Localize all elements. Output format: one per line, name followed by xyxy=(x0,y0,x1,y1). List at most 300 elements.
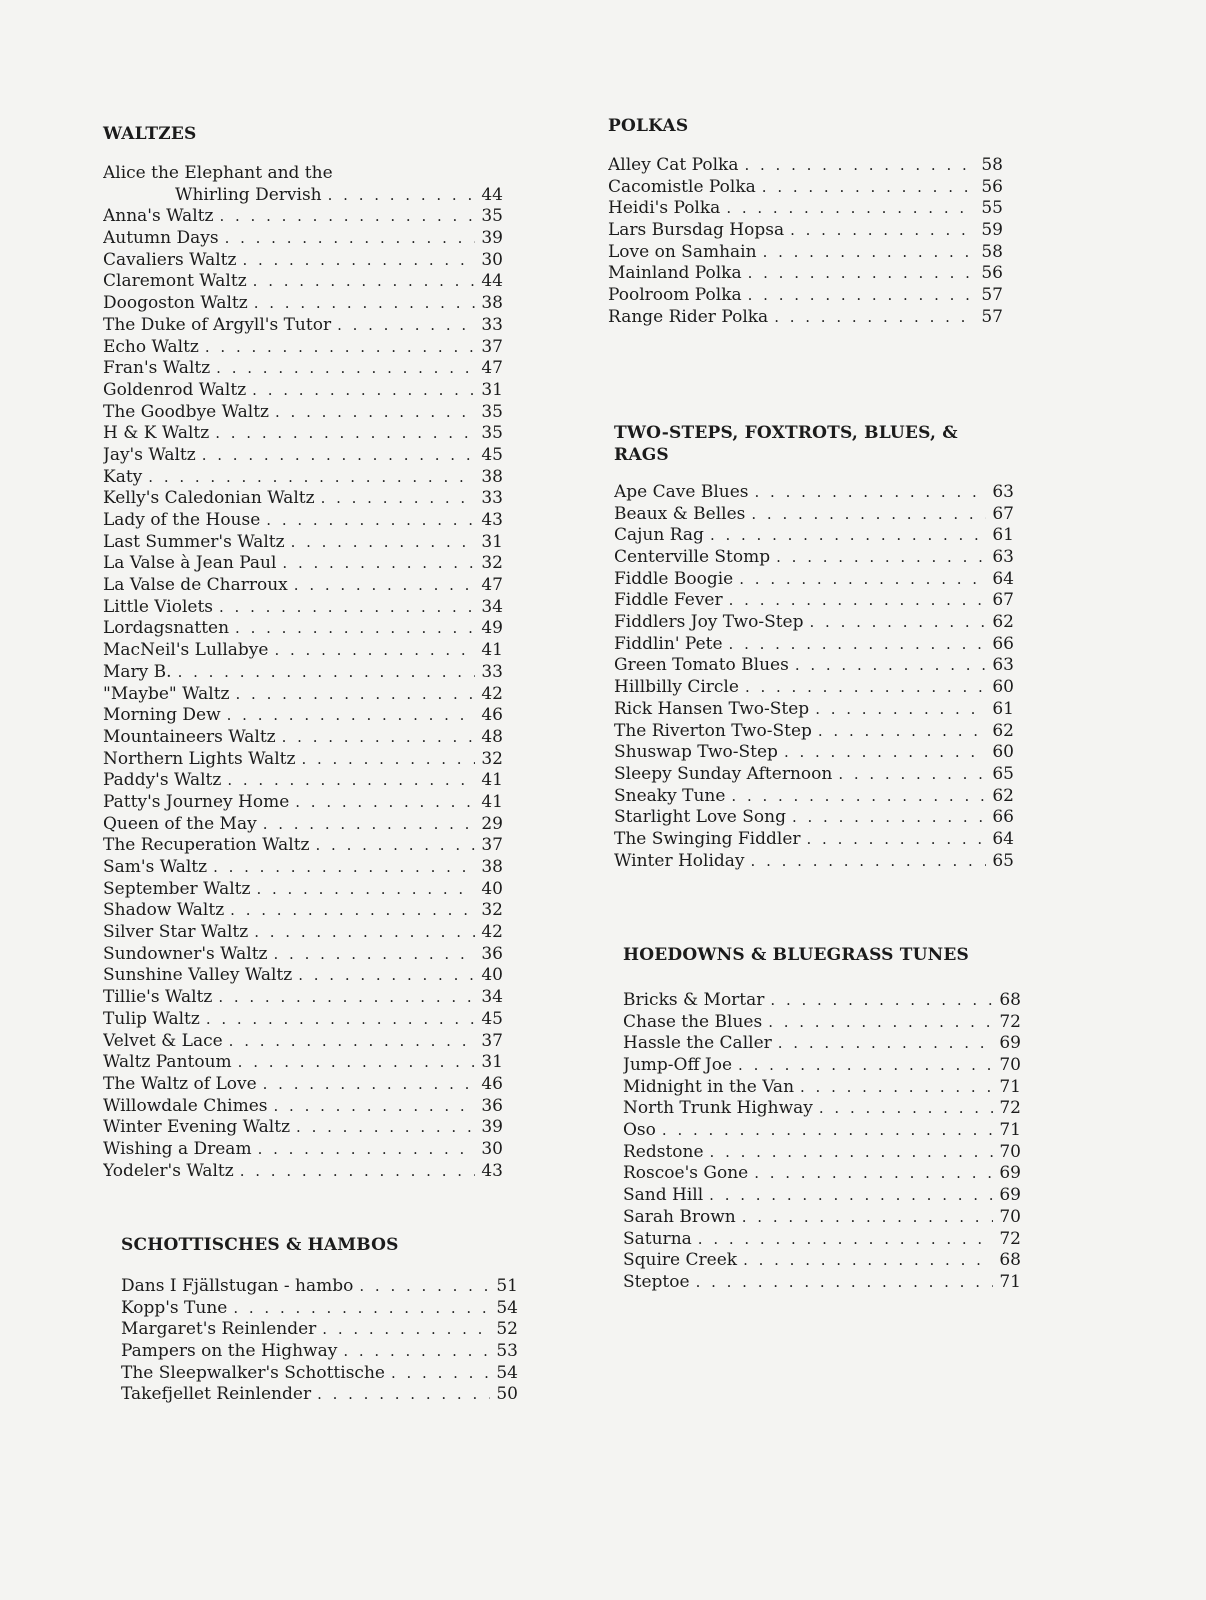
entry-title: The Sleepwalker's Schottische xyxy=(121,1362,385,1383)
entry-title: Steptoe xyxy=(623,1271,690,1292)
entry-page: 72 xyxy=(999,1011,1021,1032)
list-item xyxy=(623,1142,1021,1164)
list-item xyxy=(103,358,503,380)
leader-dots xyxy=(229,1031,475,1053)
entry-title: Starlight Love Song xyxy=(614,807,786,828)
waltzes-list xyxy=(103,163,503,206)
leader-dots xyxy=(696,1272,993,1294)
entry-page: 65 xyxy=(992,850,1014,871)
leader-dots xyxy=(815,699,986,721)
leader-dots xyxy=(230,900,475,922)
list-item xyxy=(103,944,503,966)
entry-page: 57 xyxy=(981,285,1003,306)
leader-dots xyxy=(266,510,475,532)
waltzes-list-rest xyxy=(103,206,503,1182)
twosteps-list xyxy=(614,482,1014,872)
list-item xyxy=(103,1117,503,1139)
leader-dots xyxy=(256,879,475,901)
waltzes-section xyxy=(103,123,503,1182)
leader-dots xyxy=(253,271,475,293)
list-item xyxy=(103,879,503,901)
entry-title: The Duke of Argyll's Tutor xyxy=(103,314,332,335)
leader-dots xyxy=(768,1012,993,1034)
entry-title: Winter Evening Waltz xyxy=(103,1117,291,1138)
leader-dots xyxy=(258,1139,475,1161)
leader-dots xyxy=(296,1117,475,1139)
leader-dots xyxy=(148,467,475,489)
list-item xyxy=(103,770,503,792)
waltzes-heading: WALTZES xyxy=(103,124,197,144)
entry-page: 43 xyxy=(481,1160,503,1181)
entry-page: 63 xyxy=(992,547,1014,568)
list-item xyxy=(103,163,503,206)
entry-title: Hillbilly Circle xyxy=(614,677,739,698)
list-item xyxy=(623,1012,1021,1034)
entry-page: 33 xyxy=(481,314,503,335)
entry-page: 58 xyxy=(981,241,1003,262)
entry-title: Fiddle Boogie xyxy=(614,568,734,589)
entry-page: 45 xyxy=(481,444,503,465)
entry-title: Northern Lights Waltz xyxy=(103,748,296,769)
entry-title: Fran's Waltz xyxy=(103,358,211,379)
list-item xyxy=(103,684,503,706)
entry-page: 61 xyxy=(992,698,1014,719)
leader-dots xyxy=(774,307,975,329)
entry-title: Sand Hill xyxy=(623,1185,704,1206)
list-item xyxy=(103,315,503,337)
list-item xyxy=(121,1341,518,1363)
entry-page: 70 xyxy=(999,1141,1021,1162)
entry-page: 54 xyxy=(496,1297,518,1318)
list-item xyxy=(121,1363,518,1385)
entry-page: 62 xyxy=(992,612,1014,633)
leader-dots xyxy=(754,1164,993,1186)
leader-dots xyxy=(213,857,475,879)
entry-page: 48 xyxy=(481,726,503,747)
entry-page: 64 xyxy=(992,829,1014,849)
entry-title: Last Summer's Waltz xyxy=(103,531,285,552)
entry-title: La Valse à Jean Paul xyxy=(103,553,277,574)
entry-page: 72 xyxy=(999,1228,1021,1249)
list-item xyxy=(103,380,503,402)
entry-page: 43 xyxy=(481,510,503,531)
list-item xyxy=(103,618,503,640)
entry-title: Tillie's Waltz xyxy=(103,987,213,1008)
leader-dots xyxy=(731,786,986,808)
entry-title: Mary B. xyxy=(103,661,172,682)
leader-dots xyxy=(751,851,986,873)
list-item xyxy=(614,482,1014,504)
entry-page: 68 xyxy=(999,990,1021,1010)
entry-title: The Swinging Fiddler xyxy=(614,829,801,849)
entry-title: September Waltz xyxy=(103,878,251,899)
leader-dots xyxy=(235,618,475,640)
twosteps-heading-line2: RAGS xyxy=(614,445,669,465)
list-item xyxy=(121,1384,518,1406)
entry-page: 56 xyxy=(981,263,1003,284)
entry-title: Queen of the May xyxy=(103,813,257,834)
entry-page: 44 xyxy=(481,184,503,205)
leader-dots xyxy=(202,445,475,467)
list-item xyxy=(103,228,503,250)
list-item xyxy=(103,857,503,879)
list-item xyxy=(614,807,1014,829)
entry-page: 41 xyxy=(481,791,503,812)
list-item xyxy=(623,1164,1021,1186)
entry-title: Poolroom Polka xyxy=(608,285,742,306)
leader-dots xyxy=(739,569,986,591)
list-item xyxy=(103,640,503,662)
polkas-list xyxy=(608,155,1003,329)
list-item xyxy=(103,922,503,944)
leader-dots xyxy=(274,640,475,662)
entry-page: 60 xyxy=(992,742,1014,763)
entry-page: 33 xyxy=(481,488,503,509)
list-item xyxy=(103,467,503,489)
entry-title: Winter Holiday xyxy=(614,850,745,871)
entry-title: Love on Samhain xyxy=(608,241,757,262)
leader-dots xyxy=(810,612,987,634)
list-item xyxy=(614,699,1014,721)
entry-page: 69 xyxy=(999,1185,1021,1206)
leader-dots xyxy=(800,1077,993,1099)
entry-title: Jump-Off Joe xyxy=(623,1055,733,1076)
entry-page: 42 xyxy=(481,683,503,704)
list-item xyxy=(608,177,1003,199)
leader-dots xyxy=(748,263,975,285)
list-item xyxy=(623,1185,1021,1207)
entry-title: Takefjellet Reinlender xyxy=(121,1384,312,1405)
entry-title: Pampers on the Highway xyxy=(121,1341,338,1362)
list-item xyxy=(103,402,503,424)
entry-title: Alley Cat Polka xyxy=(608,155,739,175)
entry-page: 64 xyxy=(992,568,1014,589)
leader-dots xyxy=(729,590,986,612)
list-item xyxy=(103,900,503,922)
list-item xyxy=(103,749,503,771)
list-item xyxy=(103,1009,503,1031)
leader-dots xyxy=(263,1074,475,1096)
entry-page: 29 xyxy=(481,813,503,834)
entry-page: 38 xyxy=(481,466,503,487)
entry-page: 42 xyxy=(481,922,503,943)
entry-title: Autumn Days xyxy=(103,228,219,249)
leader-dots xyxy=(216,358,475,380)
leader-dots xyxy=(738,1055,993,1077)
list-item xyxy=(103,1096,503,1118)
entry-page: 31 xyxy=(481,531,503,552)
schottisches-list xyxy=(121,1276,518,1406)
entry-page: 37 xyxy=(481,336,503,357)
leader-dots xyxy=(263,814,475,836)
leader-dots xyxy=(795,656,986,678)
list-item xyxy=(614,829,1014,851)
entry-title: Mainland Polka xyxy=(608,263,742,284)
entry-page: 31 xyxy=(481,1052,503,1073)
leader-dots xyxy=(317,1384,490,1406)
entry-page: 37 xyxy=(481,835,503,856)
entry-title: Margaret's Reinlender xyxy=(121,1319,317,1340)
list-item xyxy=(608,198,1003,220)
list-item xyxy=(623,1077,1021,1099)
entry-page: 37 xyxy=(481,1030,503,1051)
entry-title: Range Rider Polka xyxy=(608,306,769,327)
leader-dots xyxy=(792,807,986,829)
list-item xyxy=(614,569,1014,591)
entry-page: 51 xyxy=(496,1276,518,1296)
entry-title: Sleepy Sunday Afternoon xyxy=(614,763,833,784)
entry-title: Sneaky Tune xyxy=(614,785,726,806)
entry-title: Heidi's Polka xyxy=(608,198,721,219)
entry-title: Echo Waltz xyxy=(103,336,199,357)
entry-page: 54 xyxy=(496,1362,518,1383)
entry-page: 33 xyxy=(481,661,503,682)
entry-title: "Maybe" Waltz xyxy=(103,683,230,704)
entry-title: Shuswap Two-Step xyxy=(614,742,778,763)
entry-title: Beaux & Belles xyxy=(614,503,746,524)
entry-title: The Riverton Two-Step xyxy=(614,720,812,741)
list-item xyxy=(614,742,1014,764)
entry-title: Redstone xyxy=(623,1141,704,1162)
entry-title: Wishing a Dream xyxy=(103,1138,252,1159)
entry-page: 46 xyxy=(481,705,503,726)
twosteps-section xyxy=(614,422,1014,872)
entry-title: Chase the Blues xyxy=(623,1011,763,1032)
list-item xyxy=(103,1161,503,1183)
entry-title: Lady of the House xyxy=(103,510,261,531)
list-item xyxy=(608,307,1003,329)
list-item xyxy=(623,1272,1021,1294)
leader-dots xyxy=(282,553,475,575)
leader-dots xyxy=(225,228,475,250)
entry-title: Velvet & Lace xyxy=(103,1030,223,1051)
leader-dots xyxy=(751,504,986,526)
entry-title: Little Violets xyxy=(103,596,213,617)
list-item xyxy=(103,206,503,228)
leader-dots xyxy=(321,488,475,510)
entry-page: 34 xyxy=(481,987,503,1008)
list-item xyxy=(103,445,503,467)
entry-title: Paddy's Waltz xyxy=(103,770,222,791)
leader-dots xyxy=(755,482,987,504)
entry-page: 61 xyxy=(992,525,1014,546)
leader-dots xyxy=(274,1096,476,1118)
leader-dots xyxy=(215,423,475,445)
list-item xyxy=(614,590,1014,612)
entry-page: 68 xyxy=(999,1250,1021,1271)
list-item xyxy=(608,263,1003,285)
leader-dots xyxy=(252,380,475,402)
leader-dots xyxy=(294,575,475,597)
leader-dots xyxy=(762,177,975,199)
list-item xyxy=(103,271,503,293)
entry-page: 55 xyxy=(981,198,1003,219)
leader-dots xyxy=(726,198,975,220)
entry-title: The Goodbye Waltz xyxy=(103,401,269,422)
entry-page: 67 xyxy=(992,590,1014,611)
entry-title: Patty's Journey Home xyxy=(103,791,290,812)
list-item xyxy=(103,727,503,749)
schottisches-section xyxy=(121,1234,518,1406)
leader-dots xyxy=(359,1276,490,1298)
entry-title: Cavaliers Waltz xyxy=(103,249,237,270)
entry-title: Green Tomato Blues xyxy=(614,655,789,676)
entry-page: 47 xyxy=(481,358,503,379)
entry-title: Shadow Waltz xyxy=(103,900,225,921)
entry-title: Willowdale Chimes xyxy=(103,1095,268,1116)
entry-page: 71 xyxy=(999,1271,1021,1292)
leader-dots xyxy=(744,155,975,177)
leader-dots xyxy=(206,1009,475,1031)
entry-page: 56 xyxy=(981,176,1003,197)
leader-dots xyxy=(743,1250,993,1272)
entry-title: Alice the Elephant and the xyxy=(103,163,333,183)
twosteps-heading xyxy=(614,422,1014,466)
hoedowns-list xyxy=(623,990,1021,1294)
list-item xyxy=(103,423,503,445)
list-item xyxy=(103,1074,503,1096)
entry-page: 47 xyxy=(481,575,503,596)
entry-title: Claremont Waltz xyxy=(103,271,247,292)
entry-page: 67 xyxy=(992,503,1014,524)
entry-title: Roscoe's Gone xyxy=(623,1163,749,1184)
entry-title: Mountaineers Waltz xyxy=(103,726,276,747)
entry-page: 38 xyxy=(481,857,503,878)
leader-dots xyxy=(748,285,975,307)
entry-page: 58 xyxy=(981,155,1003,175)
list-item xyxy=(623,1229,1021,1251)
entry-page: 45 xyxy=(481,1008,503,1029)
leader-dots xyxy=(236,684,476,706)
leader-dots xyxy=(698,1229,993,1251)
entry-title: Midnight in the Van xyxy=(623,1076,795,1097)
list-item xyxy=(614,656,1014,678)
list-item xyxy=(103,792,503,814)
entry-page: 30 xyxy=(481,1138,503,1159)
leader-dots xyxy=(776,547,986,569)
leader-dots xyxy=(301,749,475,771)
entry-page: 53 xyxy=(496,1341,518,1362)
entry-page: 41 xyxy=(481,640,503,661)
entry-page: 35 xyxy=(481,401,503,422)
leader-dots xyxy=(784,742,986,764)
leader-dots xyxy=(709,1185,993,1207)
entry-page: 40 xyxy=(481,878,503,899)
entry-title: Silver Star Waltz xyxy=(103,922,249,943)
list-item xyxy=(623,1098,1021,1120)
leader-dots xyxy=(790,220,975,242)
entry-page: 34 xyxy=(481,596,503,617)
leader-dots xyxy=(219,597,475,619)
list-item xyxy=(121,1319,518,1341)
list-item xyxy=(103,488,503,510)
list-item xyxy=(103,575,503,597)
entry-page: 36 xyxy=(481,1095,503,1116)
leader-dots xyxy=(328,185,475,207)
entry-title: The Waltz of Love xyxy=(103,1073,257,1094)
entry-title: North Trunk Highway xyxy=(623,1098,813,1119)
entry-title-continued: Whirling Dervish xyxy=(175,184,322,205)
list-item xyxy=(103,597,503,619)
list-item xyxy=(103,965,503,987)
leader-dots xyxy=(254,293,475,315)
entry-page: 35 xyxy=(481,206,503,227)
entry-page: 40 xyxy=(481,965,503,986)
leader-dots xyxy=(233,1298,490,1320)
leader-dots xyxy=(343,1341,490,1363)
entry-title: Ape Cave Blues xyxy=(614,482,749,502)
leader-dots xyxy=(819,1098,993,1120)
list-item xyxy=(103,293,503,315)
entry-page: 32 xyxy=(481,900,503,921)
entry-page: 46 xyxy=(481,1073,503,1094)
entry-title: Fiddlers Joy Two-Step xyxy=(614,612,804,633)
list-item xyxy=(614,786,1014,808)
hoedowns-section xyxy=(623,944,1021,1294)
entry-page: 31 xyxy=(481,379,503,400)
list-item xyxy=(103,532,503,554)
list-item xyxy=(103,1139,503,1161)
list-item xyxy=(614,677,1014,699)
list-item xyxy=(103,337,503,359)
list-item xyxy=(623,1207,1021,1229)
entry-title: Yodeler's Waltz xyxy=(103,1160,234,1181)
entry-title: Sarah Brown xyxy=(623,1206,736,1227)
entry-page: 32 xyxy=(481,553,503,574)
list-item xyxy=(614,612,1014,634)
list-item xyxy=(103,987,503,1009)
list-item xyxy=(121,1276,518,1298)
entry-page: 30 xyxy=(481,249,503,270)
leader-dots xyxy=(391,1363,490,1385)
entry-title: Morning Dew xyxy=(103,705,221,726)
leader-dots xyxy=(742,1207,993,1229)
entry-title: Rick Hansen Two-Step xyxy=(614,698,810,719)
entry-title: Doogoston Waltz xyxy=(103,293,248,314)
entry-title: Goldenrod Waltz xyxy=(103,379,247,400)
leader-dots xyxy=(238,1052,475,1074)
entry-title: The Recuperation Waltz xyxy=(103,835,310,856)
entry-page: 32 xyxy=(481,748,503,769)
twosteps-heading-line1: TWO-STEPS, FOXTROTS, BLUES, & xyxy=(614,423,958,443)
entry-page: 50 xyxy=(496,1384,518,1405)
leader-dots xyxy=(770,990,993,1012)
entry-title: Tulip Waltz xyxy=(103,1008,200,1029)
leader-dots xyxy=(778,1033,993,1055)
list-item xyxy=(103,662,503,684)
list-item xyxy=(121,1298,518,1320)
leader-dots xyxy=(838,764,986,786)
hoedowns-heading: HOEDOWNS & BLUEGRASS TUNES xyxy=(623,945,970,965)
leader-dots xyxy=(298,965,475,987)
entry-page: 36 xyxy=(481,943,503,964)
entry-page: 39 xyxy=(481,1117,503,1138)
list-item xyxy=(103,250,503,272)
entry-title: Waltz Pantoum xyxy=(103,1052,232,1073)
list-item xyxy=(614,721,1014,743)
entry-title: Lordagsnatten xyxy=(103,618,230,639)
leader-dots xyxy=(205,337,475,359)
leader-dots xyxy=(745,677,986,699)
entry-page: 65 xyxy=(992,763,1014,784)
leader-dots xyxy=(710,1142,993,1164)
entry-title: Sunshine Valley Waltz xyxy=(103,965,293,986)
entry-title: Cajun Rag xyxy=(614,525,704,546)
polkas-section xyxy=(608,115,1003,329)
entry-page: 71 xyxy=(999,1120,1021,1141)
list-item xyxy=(623,1250,1021,1272)
leader-dots xyxy=(818,721,986,743)
